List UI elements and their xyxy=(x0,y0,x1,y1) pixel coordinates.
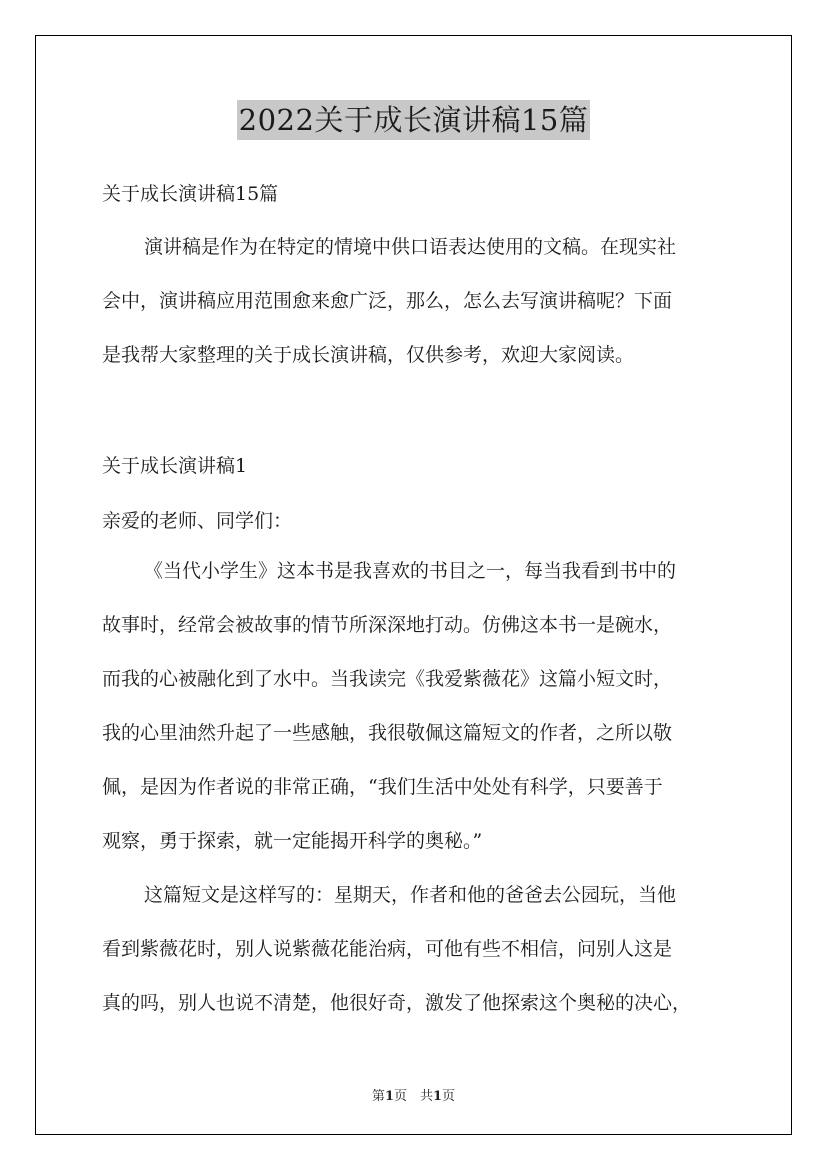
paragraph-line: 故事时，经常会被故事的情节所深深地打动。仿佛这本书一是碗水， xyxy=(102,614,673,636)
intro-line: 是我帮大家整理的关于成长演讲稿，仅供参考，欢迎大家阅读。 xyxy=(102,344,635,366)
footer-mid: 页 共 xyxy=(393,1089,433,1104)
paragraph-2 xyxy=(102,868,726,1030)
title-wrap xyxy=(0,100,827,140)
paragraph-1 xyxy=(102,544,726,868)
document-title: 2022关于成长演讲稿15篇 xyxy=(237,100,591,140)
intro-line: 演讲稿是作为在特定的情境中供口语表达使用的文稿。在现实社 xyxy=(144,236,677,258)
footer-suffix: 页 xyxy=(442,1089,456,1104)
intro-line: 会中，演讲稿应用范围愈来愈广泛，那么，怎么去写演讲稿呢？下面 xyxy=(102,290,673,312)
subtitle: 关于成长演讲稿15篇 xyxy=(102,183,279,205)
section-heading: 关于成长演讲稿1 xyxy=(102,455,248,477)
paragraph-line: 《当代小学生》这本书是我喜欢的书目之一，每当我看到书中的 xyxy=(144,560,677,582)
paragraph-line: 观察，勇于探索，就一定能揭开科学的奥秘。” xyxy=(102,830,483,852)
paragraph-line: 这篇短文是这样写的：星期天，作者和他的爸爸去公园玩，当他 xyxy=(144,884,677,906)
paragraph-line: 我的心里油然升起了一些感触，我很敬佩这篇短文的作者，之所以敬 xyxy=(102,722,673,744)
footer-page-number: 1 xyxy=(384,1089,394,1104)
footer-total-pages: 1 xyxy=(433,1089,443,1104)
paragraph-line: 真的吗，别人也说不清楚，他很好奇，激发了他探索这个奥秘的决心， xyxy=(102,992,692,1014)
paragraph-line: 看到紫薇花时，别人说紫薇花能治病，可他有些不相信，问别人这是 xyxy=(102,938,673,960)
page-footer xyxy=(0,1085,827,1104)
footer-prefix: 第 xyxy=(371,1089,385,1104)
paragraph-line: 佩，是因为作者说的非常正确，“我们生活中处处有科学，只要善于 xyxy=(102,776,663,798)
greeting: 亲爱的老师、同学们： xyxy=(102,510,293,532)
intro-paragraph xyxy=(102,220,726,382)
paragraph-line: 而我的心被融化到了水中。当我读完《我爱紫薇花》这篇小短文时， xyxy=(102,668,673,690)
